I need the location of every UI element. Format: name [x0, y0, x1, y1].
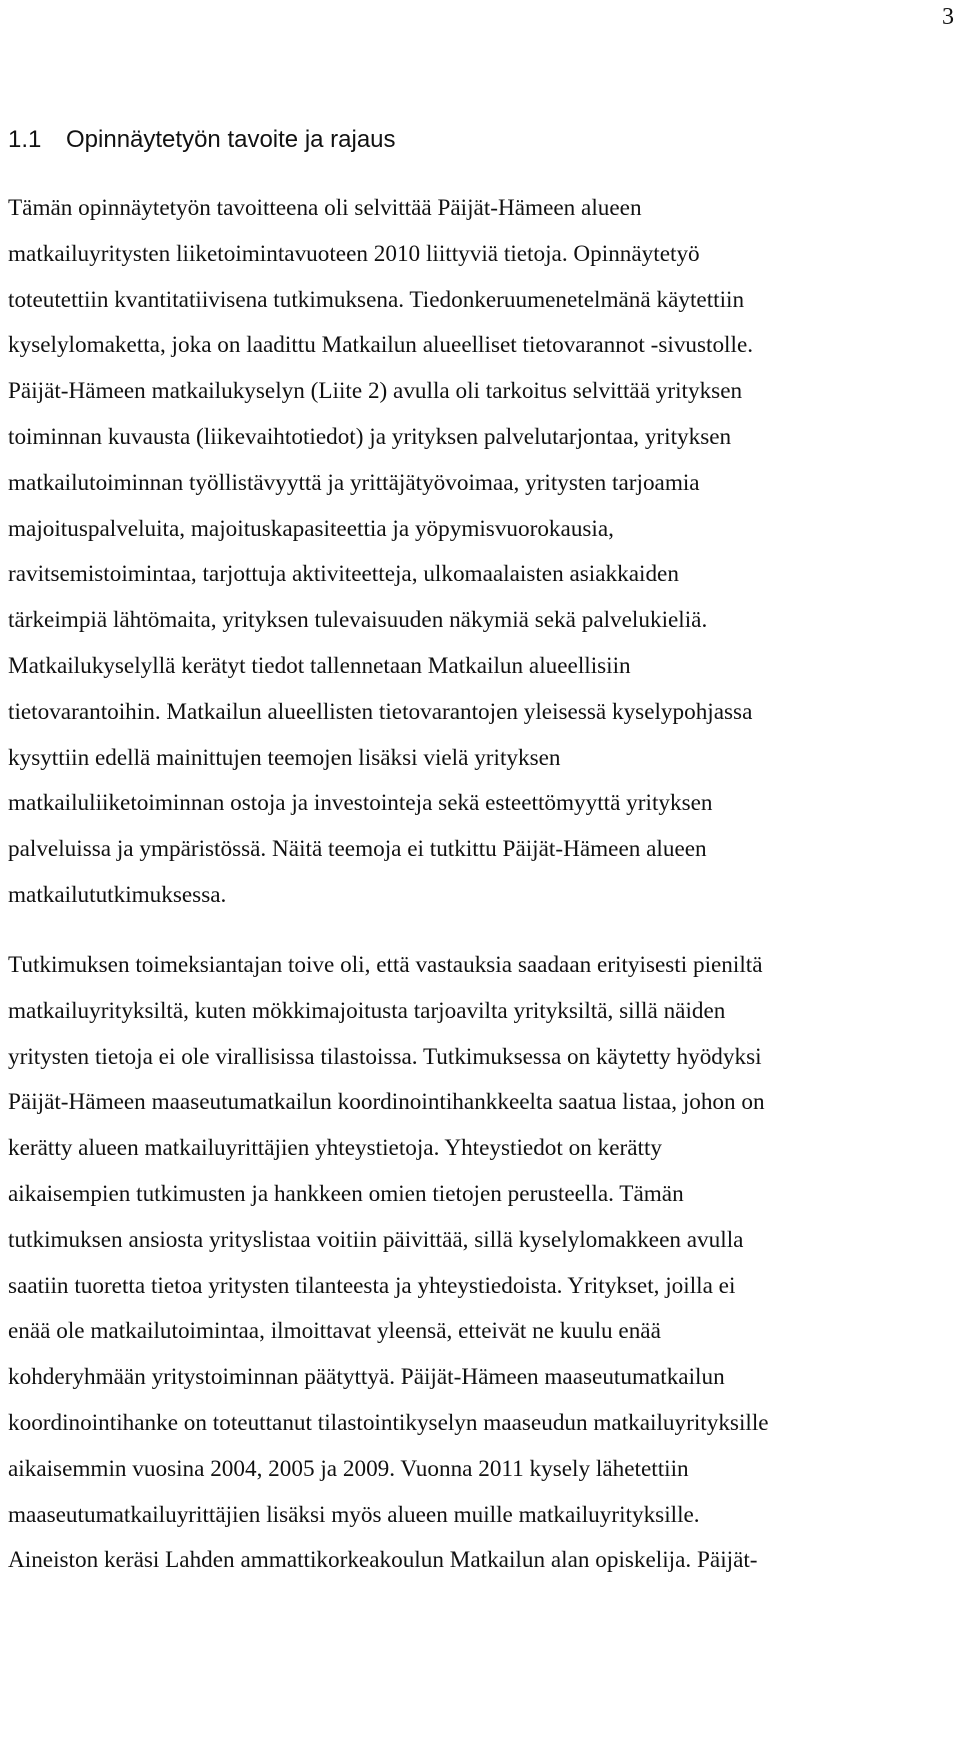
- text-line: saatiin tuoretta tietoa yritysten tilanteesta ja yhteystiedoista. Yritykset, joilla ei: [8, 1272, 736, 1299]
- section-title: Opinnäytetyön tavoite ja rajaus: [66, 126, 396, 153]
- text-line: matkailuyrityksiltä, kuten mökkimajoitusta tarjoavilta yrityksiltä, sillä näiden: [8, 997, 726, 1024]
- text-line: Aineiston keräsi Lahden ammattikorkeakoulun Matkailun alan opiskelija. Päijät-: [8, 1547, 758, 1574]
- text-line: Matkailukyselyllä kerätyt tiedot tallennetaan Matkailun alueellisiin: [8, 652, 631, 679]
- text-line: majoituspalveluita, majoituskapasiteettia ja yöpymisvuorokausia,: [8, 515, 614, 542]
- text-line: matkailuyritysten liiketoimintavuoteen 2010 liittyviä tietoja. Opinnäytetyö: [8, 240, 700, 267]
- text-line: Tutkimuksen toimeksiantajan toive oli, että vastauksia saadaan erityisesti pieniltä: [8, 952, 763, 978]
- text-line: toiminnan kuvausta (liikevaihtotiedot) ja yrityksen palvelutarjontaa, yrityksen: [8, 423, 732, 450]
- text-line: matkailututkimuksessa.: [8, 881, 227, 908]
- text-line: Päijät-Hämeen maaseutumatkailun koordinointihankkeelta saatua listaa, johon on: [8, 1089, 765, 1116]
- text-line: aikaisempien tutkimusten ja hankkeen omien tietojen perusteella. Tämän: [8, 1180, 684, 1207]
- text-line: tärkeimpiä lähtömaita, yrityksen tulevaisuuden näkymiä sekä palvelukieliä.: [8, 607, 708, 634]
- text-line: matkailutoiminnan työllistävyyttä ja yrittäjätyövoimaa, yritysten tarjoamia: [8, 469, 700, 496]
- text-line: matkailuliiketoiminnan ostoja ja investointeja sekä esteettömyyttä yrityksen: [8, 790, 713, 817]
- text-line: Päijät-Hämeen matkailukyselyn (Liite 2) avulla oli tarkoitus selvittää yrityksen: [8, 378, 743, 405]
- section-heading: [8, 124, 396, 156]
- text-line: tutkimuksen ansiosta yrityslistaa voitiin päivittää, sillä kyselylomakkeen avulla: [8, 1226, 744, 1253]
- text-line: tietovarantoihin. Matkailun alueellisten tietovarantojen yleisessä kyselypohjassa: [8, 698, 753, 725]
- section-number: 1.1: [8, 126, 42, 153]
- text-line: ravitsemistoimintaa, tarjottuja aktiviteetteja, ulkomaalaisten asiakkaiden: [8, 561, 679, 588]
- text-line: kysyttiin edellä mainittujen teemojen lisäksi vielä yrityksen: [8, 744, 561, 771]
- text-line: kerätty alueen matkailuyrittäjien yhteystietoja. Yhteystiedot on kerätty: [8, 1135, 662, 1162]
- paragraph-aims: [8, 186, 753, 919]
- page-number: 3: [942, 4, 954, 30]
- text-line: yritysten tietoja ei ole virallisissa tilastoissa. Tutkimuksessa on käytetty hyödyksi: [8, 1043, 762, 1070]
- text-line: Tämän opinnäytetyön tavoitteena oli selvittää Päijät-Hämeen alueen: [8, 195, 642, 221]
- text-line: koordinointihanke on toteuttanut tilastointikyselyn maaseudun matkailuyrityksille: [8, 1409, 769, 1436]
- text-line: toteutettiin kvantitatiivisena tutkimuksena. Tiedonkeruumenetelmänä käytettiin: [8, 286, 745, 313]
- text-line: kohderyhmään yritystoiminnan päätyttyä. Päijät-Hämeen maaseutumatkailun: [8, 1364, 725, 1391]
- text-line: maaseutumatkailuyrittäjien lisäksi myös alueen muille matkailuyrityksille.: [8, 1501, 700, 1528]
- text-line: palveluissa ja ympäristössä. Näitä teemoja ei tutkittu Päijät-Hämeen alueen: [8, 836, 707, 863]
- paragraph-commission: [8, 943, 769, 1584]
- text-line: kyselylomaketta, joka on laadittu Matkailun alueelliset tietovarannot -sivustolle.: [8, 332, 754, 359]
- text-line: aikaisemmin vuosina 2004, 2005 ja 2009. Vuonna 2011 kysely lähetettiin: [8, 1455, 689, 1482]
- text-line: enää ole matkailutoimintaa, ilmoittavat yleensä, etteivät ne kuulu enää: [8, 1318, 661, 1345]
